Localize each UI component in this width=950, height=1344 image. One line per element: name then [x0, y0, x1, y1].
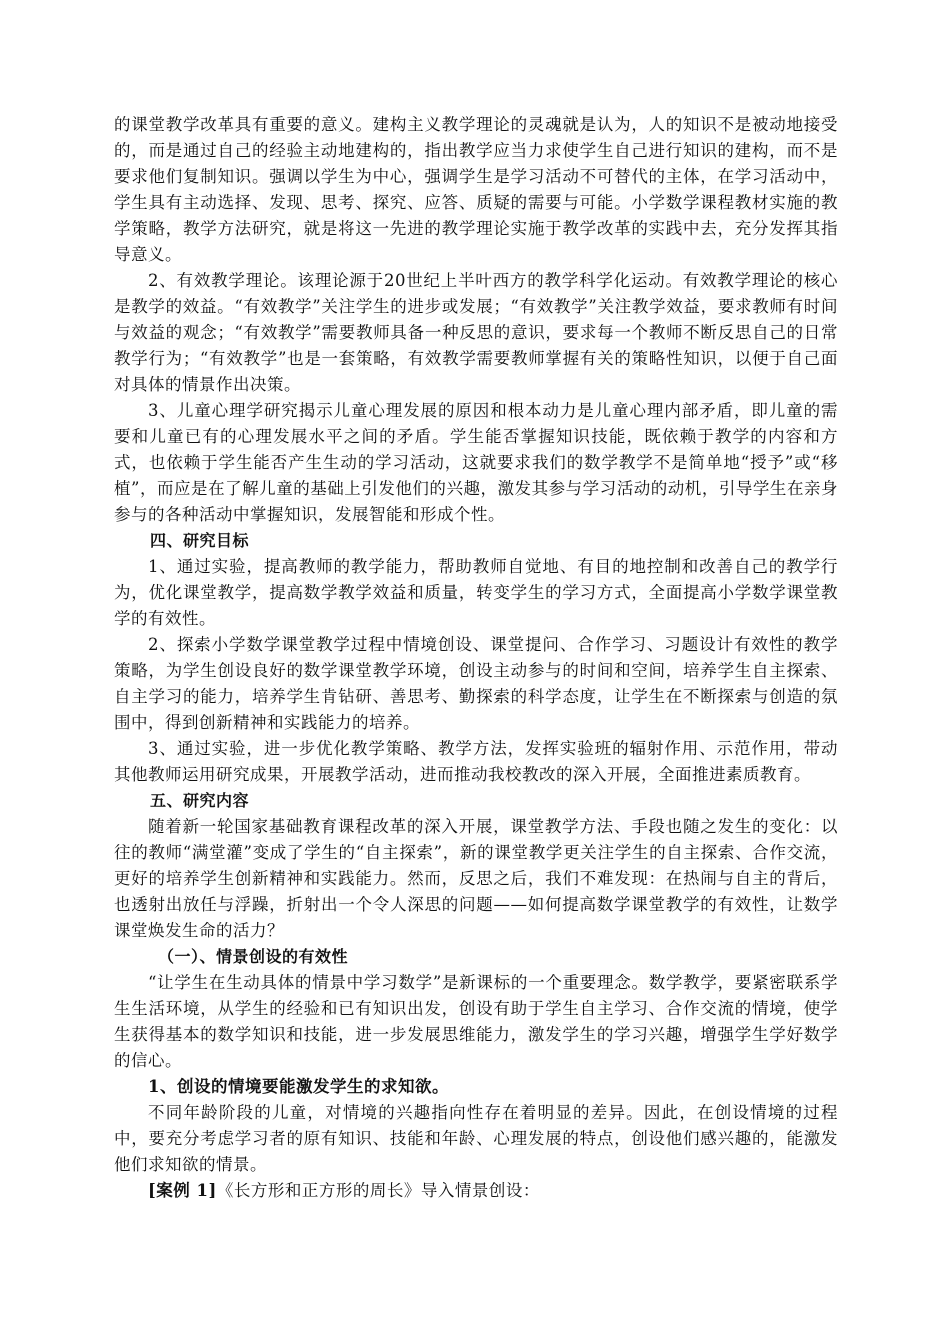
case-text: 《长方形和正方形的周长》导入情景创设：	[216, 1181, 540, 1200]
paragraph-content-intro: 随着新一轮国家基础教育课程改革的深入开展，课堂教学方法、手段也随之发生的变化：以往的教师“满堂灌”变成了学生的“自主探索”，新的课堂教学更关注学生的自主探索、合作交流，更好的培养学生创新精神和实践能力。然而，反思之后，我们不难发现：在热闹与自主的背后，也透射出放任与浮躁，折射出一个令人深思的问题——如何提高数学课堂教学的有效性，让数学课堂焕发生命的活力？	[114, 817, 838, 940]
case-label: [案例 1]	[148, 1181, 217, 1200]
heading-research-goals: 四、研究目标	[150, 531, 250, 550]
heading-scenario-effectiveness: （一）、情景创设的有效性	[158, 947, 349, 966]
paragraph-age-differences: 不同年龄阶段的儿童，对情境的兴趣指向性存在着明显的差异。因此，在创设情境的过程中，要充分考虑学习者的原有知识、技能和年龄、心理发展的特点，创设他们感兴趣的，能激发他们求知欲的情景。	[114, 1103, 838, 1174]
paragraph-goal-1: 1、通过实验，提高教师的教学能力，帮助教师自觉地、有目的地控制和改善自己的教学行为，优化课堂教学，提高数学教学效益和质量，转变学生的学习方式，全面提高小学数学课堂教学的有效性。	[114, 557, 838, 628]
document-page	[114, 112, 838, 1204]
case-line	[114, 1178, 838, 1204]
heading-research-content: 五、研究内容	[150, 791, 250, 810]
paragraph-scenario-concept: “让学生在生动具体的情景中学习数学”是新课标的一个重要理念。数学教学，要紧密联系学生生活环境，从学生的经验和已有知识出发，创设有助于学生自主学习、合作交流的情境，使学生获得基本的数学知识和技能，进一步发展思维能力，激发学生的学习兴趣，增强学生学好数学的信心。	[114, 973, 838, 1070]
paragraph-constructivism-intro: 的课堂教学改革具有重要的意义。建构主义教学理论的灵魂就是认为，人的知识不是被动地接受的，而是通过自己的经验主动地建构的，指出教学应当力求使学生自己进行知识的建构，而不是要求他们复制知识。强调以学生为中心，强调学生是学习活动不可替代的主体，在学习活动中，学生具有主动选择、发现、思考、探究、应答、质疑的需要与可能。小学数学课程教材实施的教学策略，教学方法研究，就是将这一先进的教学理论实施于教学改革的实践中去，充分发挥其指导意义。	[114, 115, 838, 264]
paragraph-goal-2: 2、探索小学数学课堂教学过程中情境创设、课堂提问、合作学习、习题设计有效性的教学策略，为学生创设良好的数学课堂教学环境，创设主动参与的时间和空间，培养学生自主探索、自主学习的能力，培养学生肯钻研、善思考、勤探索的科学态度，让学生在不断探索与创造的氛围中，得到创新精神和实践能力的培养。	[114, 635, 838, 732]
heading-stimulate-curiosity: 1、创设的情境要能激发学生的求知欲。	[148, 1077, 449, 1096]
paragraph-child-psychology: 3、儿童心理学研究揭示儿童心理发展的原因和根本动力是儿童心理内部矛盾，即儿童的需要和儿童已有的心理发展水平之间的矛盾。学生能否掌握知识技能，既依赖于教学的内容和方式，也依赖于学生能否产生生动的学习活动，这就要求我们的数学教学不是简单地“授予”或“移植”，而应是在了解儿童的基础上引发他们的兴趣，激发其参与学习活动的动机，引导学生在亲身参与的各种活动中掌握知识，发展智能和形成个性。	[114, 401, 838, 524]
paragraph-goal-3: 3、通过实验，进一步优化教学策略、教学方法，发挥实验班的辐射作用、示范作用，带动其他教师运用研究成果，开展教学活动，进而推动我校教改的深入开展，全面推进素质教育。	[114, 739, 838, 784]
paragraph-effective-teaching-theory: 2、有效教学理论。该理论源于20世纪上半叶西方的教学科学化运动。有效教学理论的核心是教学的效益。“有效教学”关注学生的进步或发展；“有效教学”关注教学效益，要求教师有时间与效益的观念；“有效教学”需要教师具备一种反思的意识，要求每一个教师不断反思自己的日常教学行为；“有效教学”也是一套策略，有效教学需要教师掌握有关的策略性知识，以便于自己面对具体的情景作出决策。	[114, 271, 838, 394]
